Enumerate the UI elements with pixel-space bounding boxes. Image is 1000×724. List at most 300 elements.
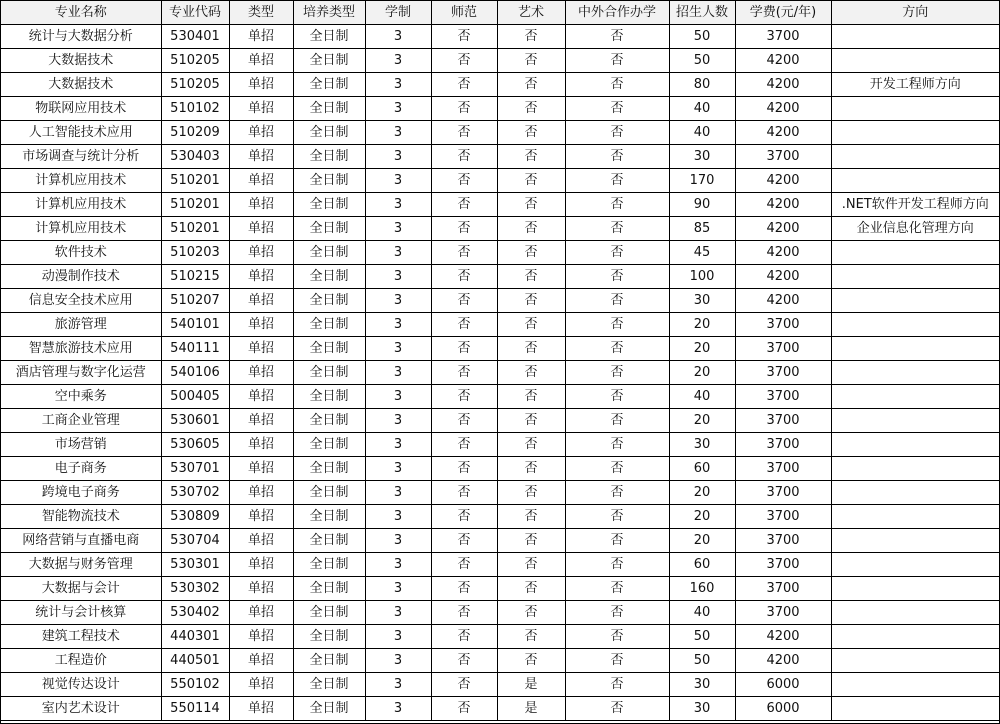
cell-major-name: 智能物流技术 [1, 505, 161, 529]
cell-study-mode: 全日制 [293, 649, 365, 673]
cell-type: 单招 [229, 289, 293, 313]
cell-sino-foreign: 否 [565, 385, 669, 409]
cell-study-mode: 全日制 [293, 313, 365, 337]
cell-direction [831, 385, 999, 409]
cell-major-code: 540106 [161, 361, 229, 385]
cell-major-name: 旅游管理 [1, 313, 161, 337]
cell-enrollment: 40 [669, 97, 735, 121]
cell-type: 单招 [229, 577, 293, 601]
cell-study-mode: 全日制 [293, 433, 365, 457]
cell-duration: 3 [365, 265, 431, 289]
cell-major-code: 530704 [161, 529, 229, 553]
cell-study-mode: 全日制 [293, 193, 365, 217]
cell-study-mode: 全日制 [293, 409, 365, 433]
cell-teacher-training: 否 [431, 409, 497, 433]
cell-duration: 3 [365, 625, 431, 649]
cell-direction [831, 337, 999, 361]
cell-duration: 3 [365, 169, 431, 193]
cell-duration: 3 [365, 673, 431, 697]
cell-art: 否 [497, 553, 565, 577]
table-row [1, 553, 999, 577]
cell-art: 否 [497, 409, 565, 433]
cell-sino-foreign: 否 [565, 433, 669, 457]
cell-study-mode: 全日制 [293, 169, 365, 193]
cell-enrollment: 20 [669, 337, 735, 361]
cell-major-name: 计算机应用技术 [1, 193, 161, 217]
cell-study-mode: 全日制 [293, 337, 365, 361]
cell-direction [831, 433, 999, 457]
table-row [1, 601, 999, 625]
cell-enrollment: 40 [669, 385, 735, 409]
cell-type: 单招 [229, 337, 293, 361]
cell-major-name: 物联网应用技术 [1, 97, 161, 121]
cell-sino-foreign: 否 [565, 169, 669, 193]
cell-art: 否 [497, 625, 565, 649]
cell-sino-foreign: 否 [565, 97, 669, 121]
column-header-enrollment: 招生人数 [669, 1, 735, 25]
cell-teacher-training: 否 [431, 97, 497, 121]
cell-enrollment: 80 [669, 73, 735, 97]
cell-major-code: 510215 [161, 265, 229, 289]
cell-teacher-training: 否 [431, 457, 497, 481]
cell-enrollment: 20 [669, 529, 735, 553]
cell-sino-foreign: 否 [565, 481, 669, 505]
cell-teacher-training: 否 [431, 25, 497, 49]
cell-teacher-training: 否 [431, 697, 497, 721]
cell-teacher-training: 否 [431, 553, 497, 577]
cell-direction [831, 289, 999, 313]
cell-tuition: 3700 [735, 481, 831, 505]
cell-direction: 企业信息化管理方向 [831, 217, 999, 241]
cell-sino-foreign: 否 [565, 697, 669, 721]
cell-study-mode: 全日制 [293, 505, 365, 529]
cell-sino-foreign: 否 [565, 145, 669, 169]
cell-major-code: 510203 [161, 241, 229, 265]
cell-major-code: 530402 [161, 601, 229, 625]
cell-enrollment: 30 [669, 433, 735, 457]
cell-study-mode: 全日制 [293, 577, 365, 601]
column-header-major-name: 专业名称 [1, 1, 161, 25]
cell-tuition: 3700 [735, 529, 831, 553]
table-row [1, 697, 999, 721]
cell-study-mode: 全日制 [293, 289, 365, 313]
cell-type: 单招 [229, 361, 293, 385]
column-header-direction: 方向 [831, 1, 999, 25]
cell-art: 否 [497, 73, 565, 97]
cell-duration: 3 [365, 433, 431, 457]
table-row [1, 337, 999, 361]
table-row [1, 361, 999, 385]
cell-teacher-training: 否 [431, 649, 497, 673]
cell-type: 单招 [229, 697, 293, 721]
cell-tuition: 4200 [735, 289, 831, 313]
cell-major-name: 大数据与财务管理 [1, 553, 161, 577]
cell-enrollment: 50 [669, 25, 735, 49]
cell-direction [831, 601, 999, 625]
cell-study-mode: 全日制 [293, 553, 365, 577]
cell-study-mode: 全日制 [293, 625, 365, 649]
cell-enrollment: 20 [669, 409, 735, 433]
cell-major-code: 540111 [161, 337, 229, 361]
cell-major-code: 510201 [161, 193, 229, 217]
cell-enrollment: 50 [669, 49, 735, 73]
cell-major-name: 计算机应用技术 [1, 217, 161, 241]
cell-major-name: 工商企业管理 [1, 409, 161, 433]
column-header-tuition: 学费(元/年) [735, 1, 831, 25]
cell-art: 否 [497, 49, 565, 73]
cell-art: 否 [497, 169, 565, 193]
cell-major-code: 510207 [161, 289, 229, 313]
cell-tuition: 4200 [735, 73, 831, 97]
cell-tuition: 4200 [735, 49, 831, 73]
column-header-duration: 学制 [365, 1, 431, 25]
cell-sino-foreign: 否 [565, 337, 669, 361]
cell-type: 单招 [229, 313, 293, 337]
cell-tuition: 3700 [735, 409, 831, 433]
cell-major-code: 510201 [161, 217, 229, 241]
table-row [1, 73, 999, 97]
cell-art: 否 [497, 577, 565, 601]
cell-teacher-training: 否 [431, 505, 497, 529]
cell-major-name: 空中乘务 [1, 385, 161, 409]
cell-major-name: 电子商务 [1, 457, 161, 481]
cell-sino-foreign: 否 [565, 577, 669, 601]
cell-major-name: 跨境电子商务 [1, 481, 161, 505]
cell-sino-foreign: 否 [565, 553, 669, 577]
cell-tuition: 3700 [735, 25, 831, 49]
cell-duration: 3 [365, 25, 431, 49]
cell-duration: 3 [365, 337, 431, 361]
cell-teacher-training: 否 [431, 481, 497, 505]
cell-art: 否 [497, 289, 565, 313]
cell-art: 否 [497, 361, 565, 385]
cell-art: 否 [497, 121, 565, 145]
header-row [1, 1, 999, 25]
cell-major-name: 工程造价 [1, 649, 161, 673]
cell-sino-foreign: 否 [565, 313, 669, 337]
cell-major-name: 网络营销与直播电商 [1, 529, 161, 553]
cell-tuition: 3700 [735, 553, 831, 577]
cell-tuition: 4200 [735, 121, 831, 145]
cell-enrollment: 30 [669, 289, 735, 313]
cell-sino-foreign: 否 [565, 361, 669, 385]
cell-direction [831, 481, 999, 505]
cell-major-code: 440501 [161, 649, 229, 673]
cell-tuition: 3700 [735, 457, 831, 481]
cell-direction [831, 457, 999, 481]
cell-art: 是 [497, 697, 565, 721]
cell-teacher-training: 否 [431, 217, 497, 241]
cell-major-name: 人工智能技术应用 [1, 121, 161, 145]
cell-major-code: 510209 [161, 121, 229, 145]
cell-tuition: 4200 [735, 649, 831, 673]
cell-direction [831, 169, 999, 193]
cell-sino-foreign: 否 [565, 49, 669, 73]
cell-duration: 3 [365, 457, 431, 481]
cell-direction [831, 121, 999, 145]
table-row [1, 313, 999, 337]
cell-direction [831, 361, 999, 385]
cell-study-mode: 全日制 [293, 97, 365, 121]
cell-major-name: 建筑工程技术 [1, 625, 161, 649]
cell-art: 否 [497, 25, 565, 49]
cell-sino-foreign: 否 [565, 241, 669, 265]
cell-direction [831, 649, 999, 673]
cell-duration: 3 [365, 601, 431, 625]
cell-study-mode: 全日制 [293, 73, 365, 97]
cell-major-name: 统计与大数据分析 [1, 25, 161, 49]
cell-duration: 3 [365, 121, 431, 145]
cell-study-mode: 全日制 [293, 385, 365, 409]
cell-duration: 3 [365, 145, 431, 169]
column-header-major-code: 专业代码 [161, 1, 229, 25]
cell-major-code: 530702 [161, 481, 229, 505]
cell-major-name: 软件技术 [1, 241, 161, 265]
table-row [1, 217, 999, 241]
cell-direction [831, 145, 999, 169]
column-header-study-mode: 培养类型 [293, 1, 365, 25]
table-row [1, 625, 999, 649]
cell-teacher-training: 否 [431, 289, 497, 313]
cell-tuition: 3700 [735, 601, 831, 625]
table-row [1, 385, 999, 409]
cell-study-mode: 全日制 [293, 457, 365, 481]
table-row [1, 577, 999, 601]
table-row [1, 529, 999, 553]
table-row [1, 505, 999, 529]
cell-duration: 3 [365, 241, 431, 265]
cell-art: 否 [497, 505, 565, 529]
cell-enrollment: 160 [669, 577, 735, 601]
cell-major-name: 信息安全技术应用 [1, 289, 161, 313]
cell-type: 单招 [229, 505, 293, 529]
cell-art: 否 [497, 529, 565, 553]
cell-enrollment: 60 [669, 457, 735, 481]
cell-enrollment: 45 [669, 241, 735, 265]
cell-teacher-training: 否 [431, 313, 497, 337]
cell-art: 否 [497, 457, 565, 481]
cell-sino-foreign: 否 [565, 457, 669, 481]
cell-type: 单招 [229, 49, 293, 73]
cell-direction: .NET软件开发工程师方向 [831, 193, 999, 217]
cell-major-code: 530403 [161, 145, 229, 169]
cell-study-mode: 全日制 [293, 673, 365, 697]
cell-tuition: 4200 [735, 241, 831, 265]
cell-study-mode: 全日制 [293, 49, 365, 73]
cell-enrollment: 60 [669, 553, 735, 577]
table-row [1, 145, 999, 169]
cell-study-mode: 全日制 [293, 601, 365, 625]
cell-type: 单招 [229, 97, 293, 121]
cell-teacher-training: 否 [431, 145, 497, 169]
cell-teacher-training: 否 [431, 121, 497, 145]
cell-major-name: 市场调查与统计分析 [1, 145, 161, 169]
cell-art: 否 [497, 217, 565, 241]
cell-study-mode: 全日制 [293, 481, 365, 505]
cell-major-code: 530601 [161, 409, 229, 433]
cell-direction: 开发工程师方向 [831, 73, 999, 97]
cell-major-name: 智慧旅游技术应用 [1, 337, 161, 361]
cell-art: 否 [497, 265, 565, 289]
cell-duration: 3 [365, 649, 431, 673]
cell-tuition: 4200 [735, 193, 831, 217]
cell-duration: 3 [365, 313, 431, 337]
table-row [1, 169, 999, 193]
cell-major-code: 550114 [161, 697, 229, 721]
column-header-sino-foreign: 中外合作办学 [565, 1, 669, 25]
cell-enrollment: 20 [669, 505, 735, 529]
cell-enrollment: 30 [669, 697, 735, 721]
cell-type: 单招 [229, 169, 293, 193]
cell-duration: 3 [365, 73, 431, 97]
cell-study-mode: 全日制 [293, 145, 365, 169]
cell-enrollment: 100 [669, 265, 735, 289]
cell-tuition: 3700 [735, 505, 831, 529]
cell-type: 单招 [229, 625, 293, 649]
table-row [1, 433, 999, 457]
table-row [1, 49, 999, 73]
table-row [1, 673, 999, 697]
cell-art: 否 [497, 97, 565, 121]
cell-art: 否 [497, 337, 565, 361]
cell-sino-foreign: 否 [565, 265, 669, 289]
cell-tuition: 3700 [735, 385, 831, 409]
cell-type: 单招 [229, 649, 293, 673]
cell-direction [831, 697, 999, 721]
cell-direction [831, 409, 999, 433]
table-row [1, 121, 999, 145]
cell-direction [831, 313, 999, 337]
cell-art: 否 [497, 241, 565, 265]
cell-enrollment: 40 [669, 121, 735, 145]
cell-sino-foreign: 否 [565, 625, 669, 649]
cell-major-code: 510201 [161, 169, 229, 193]
cell-tuition: 3700 [735, 433, 831, 457]
table-row [1, 289, 999, 313]
cell-major-code: 540101 [161, 313, 229, 337]
cell-study-mode: 全日制 [293, 265, 365, 289]
cell-study-mode: 全日制 [293, 361, 365, 385]
cell-enrollment: 30 [669, 145, 735, 169]
cell-direction [831, 505, 999, 529]
cell-teacher-training: 否 [431, 169, 497, 193]
cell-teacher-training: 否 [431, 385, 497, 409]
column-header-art: 艺术 [497, 1, 565, 25]
cell-major-code: 550102 [161, 673, 229, 697]
cell-study-mode: 全日制 [293, 529, 365, 553]
cell-enrollment: 20 [669, 361, 735, 385]
cell-enrollment: 30 [669, 673, 735, 697]
cell-enrollment: 85 [669, 217, 735, 241]
cell-sino-foreign: 否 [565, 289, 669, 313]
cell-teacher-training: 否 [431, 193, 497, 217]
cell-duration: 3 [365, 553, 431, 577]
table-row [1, 193, 999, 217]
cell-type: 单招 [229, 529, 293, 553]
table-row [1, 457, 999, 481]
cell-sino-foreign: 否 [565, 73, 669, 97]
cell-teacher-training: 否 [431, 241, 497, 265]
cell-type: 单招 [229, 457, 293, 481]
cell-tuition: 4200 [735, 625, 831, 649]
cell-type: 单招 [229, 241, 293, 265]
cell-duration: 3 [365, 697, 431, 721]
cell-type: 单招 [229, 265, 293, 289]
cell-direction [831, 625, 999, 649]
table-row [1, 265, 999, 289]
cell-duration: 3 [365, 409, 431, 433]
cell-major-name: 酒店管理与数字化运营 [1, 361, 161, 385]
cell-duration: 3 [365, 481, 431, 505]
cell-duration: 3 [365, 289, 431, 313]
table-body [1, 25, 999, 721]
cell-art: 是 [497, 673, 565, 697]
cell-major-code: 510205 [161, 49, 229, 73]
table-row [1, 649, 999, 673]
cell-tuition: 3700 [735, 313, 831, 337]
cell-sino-foreign: 否 [565, 673, 669, 697]
cell-type: 单招 [229, 145, 293, 169]
cell-art: 否 [497, 193, 565, 217]
cell-enrollment: 50 [669, 625, 735, 649]
cell-teacher-training: 否 [431, 433, 497, 457]
cell-direction [831, 265, 999, 289]
cell-duration: 3 [365, 361, 431, 385]
cell-direction [831, 529, 999, 553]
cell-tuition: 4200 [735, 169, 831, 193]
cell-art: 否 [497, 649, 565, 673]
table-row [1, 25, 999, 49]
cell-enrollment: 170 [669, 169, 735, 193]
column-header-teacher-training: 师范 [431, 1, 497, 25]
cell-enrollment: 40 [669, 601, 735, 625]
cell-tuition: 4200 [735, 217, 831, 241]
cell-direction [831, 97, 999, 121]
cell-type: 单招 [229, 25, 293, 49]
cell-study-mode: 全日制 [293, 121, 365, 145]
cell-major-code: 500405 [161, 385, 229, 409]
cell-duration: 3 [365, 217, 431, 241]
cell-type: 单招 [229, 409, 293, 433]
cell-sino-foreign: 否 [565, 193, 669, 217]
cell-teacher-training: 否 [431, 361, 497, 385]
cell-tuition: 3700 [735, 577, 831, 601]
cell-art: 否 [497, 313, 565, 337]
cell-major-name: 室内艺术设计 [1, 697, 161, 721]
cell-type: 单招 [229, 217, 293, 241]
cell-sino-foreign: 否 [565, 505, 669, 529]
cell-study-mode: 全日制 [293, 697, 365, 721]
cell-enrollment: 20 [669, 313, 735, 337]
cell-type: 单招 [229, 481, 293, 505]
cell-major-code: 530605 [161, 433, 229, 457]
cell-direction [831, 241, 999, 265]
cell-major-name: 统计与会计核算 [1, 601, 161, 625]
cell-teacher-training: 否 [431, 265, 497, 289]
cell-direction [831, 577, 999, 601]
cell-duration: 3 [365, 193, 431, 217]
cell-type: 单招 [229, 73, 293, 97]
cell-enrollment: 20 [669, 481, 735, 505]
cell-direction [831, 49, 999, 73]
cell-major-code: 530809 [161, 505, 229, 529]
cell-tuition: 6000 [735, 697, 831, 721]
cell-tuition: 3700 [735, 361, 831, 385]
cell-major-name: 计算机应用技术 [1, 169, 161, 193]
table-row [1, 97, 999, 121]
cell-duration: 3 [365, 577, 431, 601]
cell-major-code: 530302 [161, 577, 229, 601]
